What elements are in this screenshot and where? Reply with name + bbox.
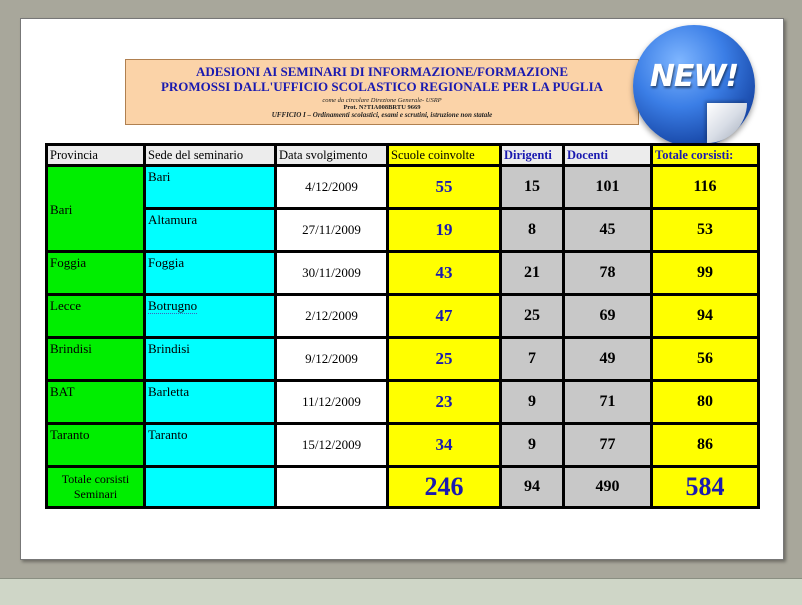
cell-docenti: 69 xyxy=(565,296,650,336)
cell-scuole: 23 xyxy=(389,382,499,422)
bottom-status-strip xyxy=(0,578,802,605)
cell-dirigenti: 25 xyxy=(502,296,562,336)
cell-sede: Barletta xyxy=(146,382,274,422)
totals-sede-empty xyxy=(146,468,274,506)
totals-scuole-value: 246 xyxy=(424,472,464,501)
totals-row xyxy=(48,468,757,506)
cell-totale: 86 xyxy=(653,425,757,465)
cell-data: 9/12/2009 xyxy=(277,339,386,379)
cell-dirigenti: 9 xyxy=(502,425,562,465)
cell-data: 4/12/2009 xyxy=(277,167,386,207)
cell-provincia: Foggia xyxy=(48,253,143,293)
totals-scuole xyxy=(389,468,499,506)
cell-dirigenti: 21 xyxy=(502,253,562,293)
new-badge-icon xyxy=(633,25,755,147)
table-row xyxy=(48,167,757,207)
cell-scuole: 55 xyxy=(389,167,499,207)
cell-totale: 94 xyxy=(653,296,757,336)
cell-scuole: 19 xyxy=(389,210,499,250)
cell-sede: Altamura xyxy=(146,210,274,250)
col-header-totale: Totale corsisti: xyxy=(653,146,757,164)
title-box xyxy=(125,59,639,125)
totals-dirigenti: 94 xyxy=(502,468,562,506)
cell-docenti: 101 xyxy=(565,167,650,207)
cell-totale: 56 xyxy=(653,339,757,379)
cell-dirigenti: 7 xyxy=(502,339,562,379)
cell-data: 15/12/2009 xyxy=(277,425,386,465)
subtitle-circolare: come da circolare Direzione Generale- USRP xyxy=(322,97,442,104)
cell-docenti: 49 xyxy=(565,339,650,379)
subtitle-protocollo: Prot. N?TIA008BRTU 9669 xyxy=(343,104,421,111)
table-row xyxy=(48,296,757,336)
cell-sede: Brindisi xyxy=(146,339,274,379)
cell-docenti: 71 xyxy=(565,382,650,422)
table-row xyxy=(48,425,757,465)
cell-dirigenti: 15 xyxy=(502,167,562,207)
cell-sede: Foggia xyxy=(146,253,274,293)
col-header-dirigenti: Dirigenti xyxy=(502,146,562,164)
totals-docenti: 490 xyxy=(565,468,650,506)
cell-sede: Taranto xyxy=(146,425,274,465)
cell-sede: Bari xyxy=(146,167,274,207)
col-header-docenti: Docenti xyxy=(565,146,650,164)
cell-scuole: 43 xyxy=(389,253,499,293)
col-header-scuole: Scuole coinvolte xyxy=(389,146,499,164)
cell-provincia: Lecce xyxy=(48,296,143,336)
table-row xyxy=(48,382,757,422)
cell-dirigenti: 8 xyxy=(502,210,562,250)
totals-label-line-2: Seminari xyxy=(73,487,118,501)
cell-provincia: BAT xyxy=(48,382,143,422)
cell-totale: 80 xyxy=(653,382,757,422)
cell-dirigenti: 9 xyxy=(502,382,562,422)
cell-sede xyxy=(146,296,274,336)
cell-data: 27/11/2009 xyxy=(277,210,386,250)
subtitle-ufficio: UFFICIO I – Ordinamenti scolastici, esami e scrutini, istruzione non statale xyxy=(271,111,493,119)
cell-provincia: Bari xyxy=(48,167,143,250)
cell-docenti: 45 xyxy=(565,210,650,250)
slide-canvas xyxy=(20,18,784,560)
cell-totale: 53 xyxy=(653,210,757,250)
totals-totale xyxy=(653,468,757,506)
totals-data-empty xyxy=(277,468,386,506)
table-row xyxy=(48,253,757,293)
cell-docenti: 78 xyxy=(565,253,650,293)
table-row xyxy=(48,339,757,379)
totals-label-line-1: Totale corsisti xyxy=(61,472,130,486)
table-row xyxy=(48,210,757,250)
cell-provincia: Taranto xyxy=(48,425,143,465)
cell-docenti: 77 xyxy=(565,425,650,465)
totals-label xyxy=(48,468,143,506)
cell-totale: 116 xyxy=(653,167,757,207)
table-header-row xyxy=(48,146,757,164)
cell-scuole: 25 xyxy=(389,339,499,379)
cell-scuole: 34 xyxy=(389,425,499,465)
col-header-sede: Sede del seminario xyxy=(146,146,274,164)
new-badge-text: NEW! xyxy=(649,59,739,94)
cell-scuole: 47 xyxy=(389,296,499,336)
title-line-2: PROMOSSI DALL'UFFICIO SCOLASTICO REGIONALE PER LA PUGLIA xyxy=(160,79,604,94)
cell-data: 2/12/2009 xyxy=(277,296,386,336)
seminar-table xyxy=(45,143,760,509)
col-header-data: Data svolgimento xyxy=(277,146,386,164)
cell-data: 11/12/2009 xyxy=(277,382,386,422)
cell-provincia: Brindisi xyxy=(48,339,143,379)
col-header-provincia: Provincia xyxy=(48,146,143,164)
totals-totale-value: 584 xyxy=(685,472,725,501)
cell-totale: 99 xyxy=(653,253,757,293)
sede-link-botrugno: Botrugno xyxy=(148,298,198,313)
page-curl-icon xyxy=(707,103,747,143)
cell-data: 30/11/2009 xyxy=(277,253,386,293)
title-line-1: ADESIONI AI SEMINARI DI INFORMAZIONE/FORMAZIONE xyxy=(196,64,568,79)
